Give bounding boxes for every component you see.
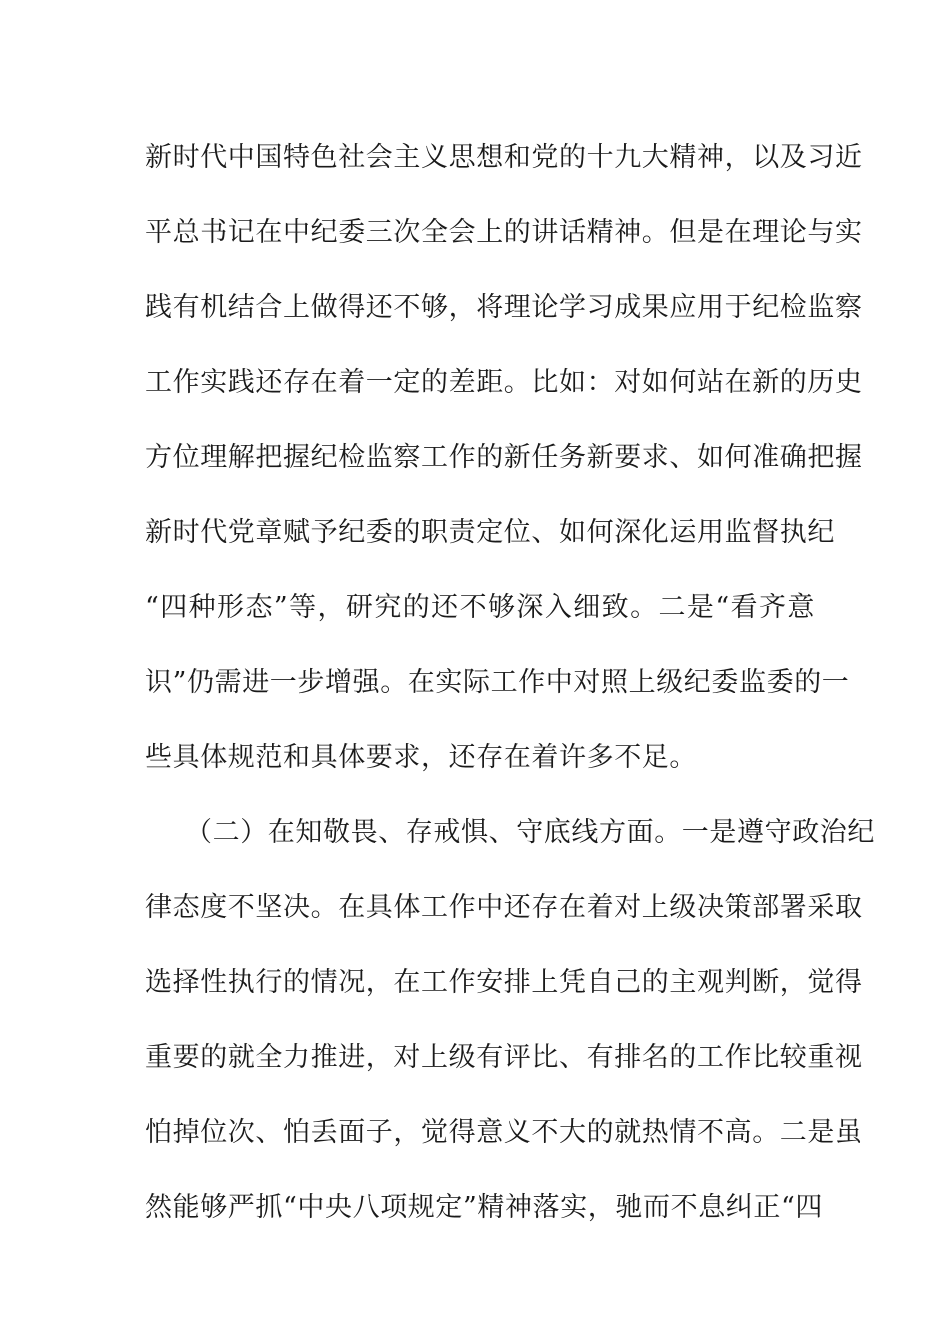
text-line: 新时代中国特色社会主义思想和党的十九大精神，以及习近 [145,142,863,173]
text-line: 然能够严抓“中央八项规定”精神落实，驰而不息纠正“四 [145,1192,824,1223]
text-line: 律态度不坚决。在具体工作中还存在着对上级决策部署采取 [145,892,863,923]
text-line: “四种形态”等，研究的还不够深入细致。二是“看齐意 [145,592,815,623]
text-line: 工作实践还存在着一定的差距。比如：对如何站在新的历史 [145,367,863,398]
text-line: 识”仍需进一步增强。在实际工作中对照上级纪委监委的一 [145,667,850,698]
body-text [145,126,875,1251]
text-line: 践有机结合上做得还不够，将理论学习成果应用于纪检监察 [145,292,863,323]
text-line: 选择性执行的情况，在工作安排上凭自己的主观判断，觉得 [145,967,863,998]
text-line: 怕掉位次、怕丢面子，觉得意义不大的就热情不高。二是虽 [145,1117,863,1148]
paragraph-end-line: 些具体规范和具体要求，还存在着许多不足。 [145,742,697,773]
text-line: 新时代党章赋予纪委的职责定位、如何深化运用监督执纪 [145,517,835,548]
paragraph-start-line: （二）在知敬畏、存戒惧、守底线方面。一是遵守政治纪 [185,817,875,848]
text-line: 平总书记在中纪委三次全会上的讲话精神。但是在理论与实 [145,217,863,248]
text-line: 重要的就全力推进，对上级有评比、有排名的工作比较重视 [145,1042,863,1073]
text-line: 方位理解把握纪检监察工作的新任务新要求、如何准确把握 [145,442,863,473]
